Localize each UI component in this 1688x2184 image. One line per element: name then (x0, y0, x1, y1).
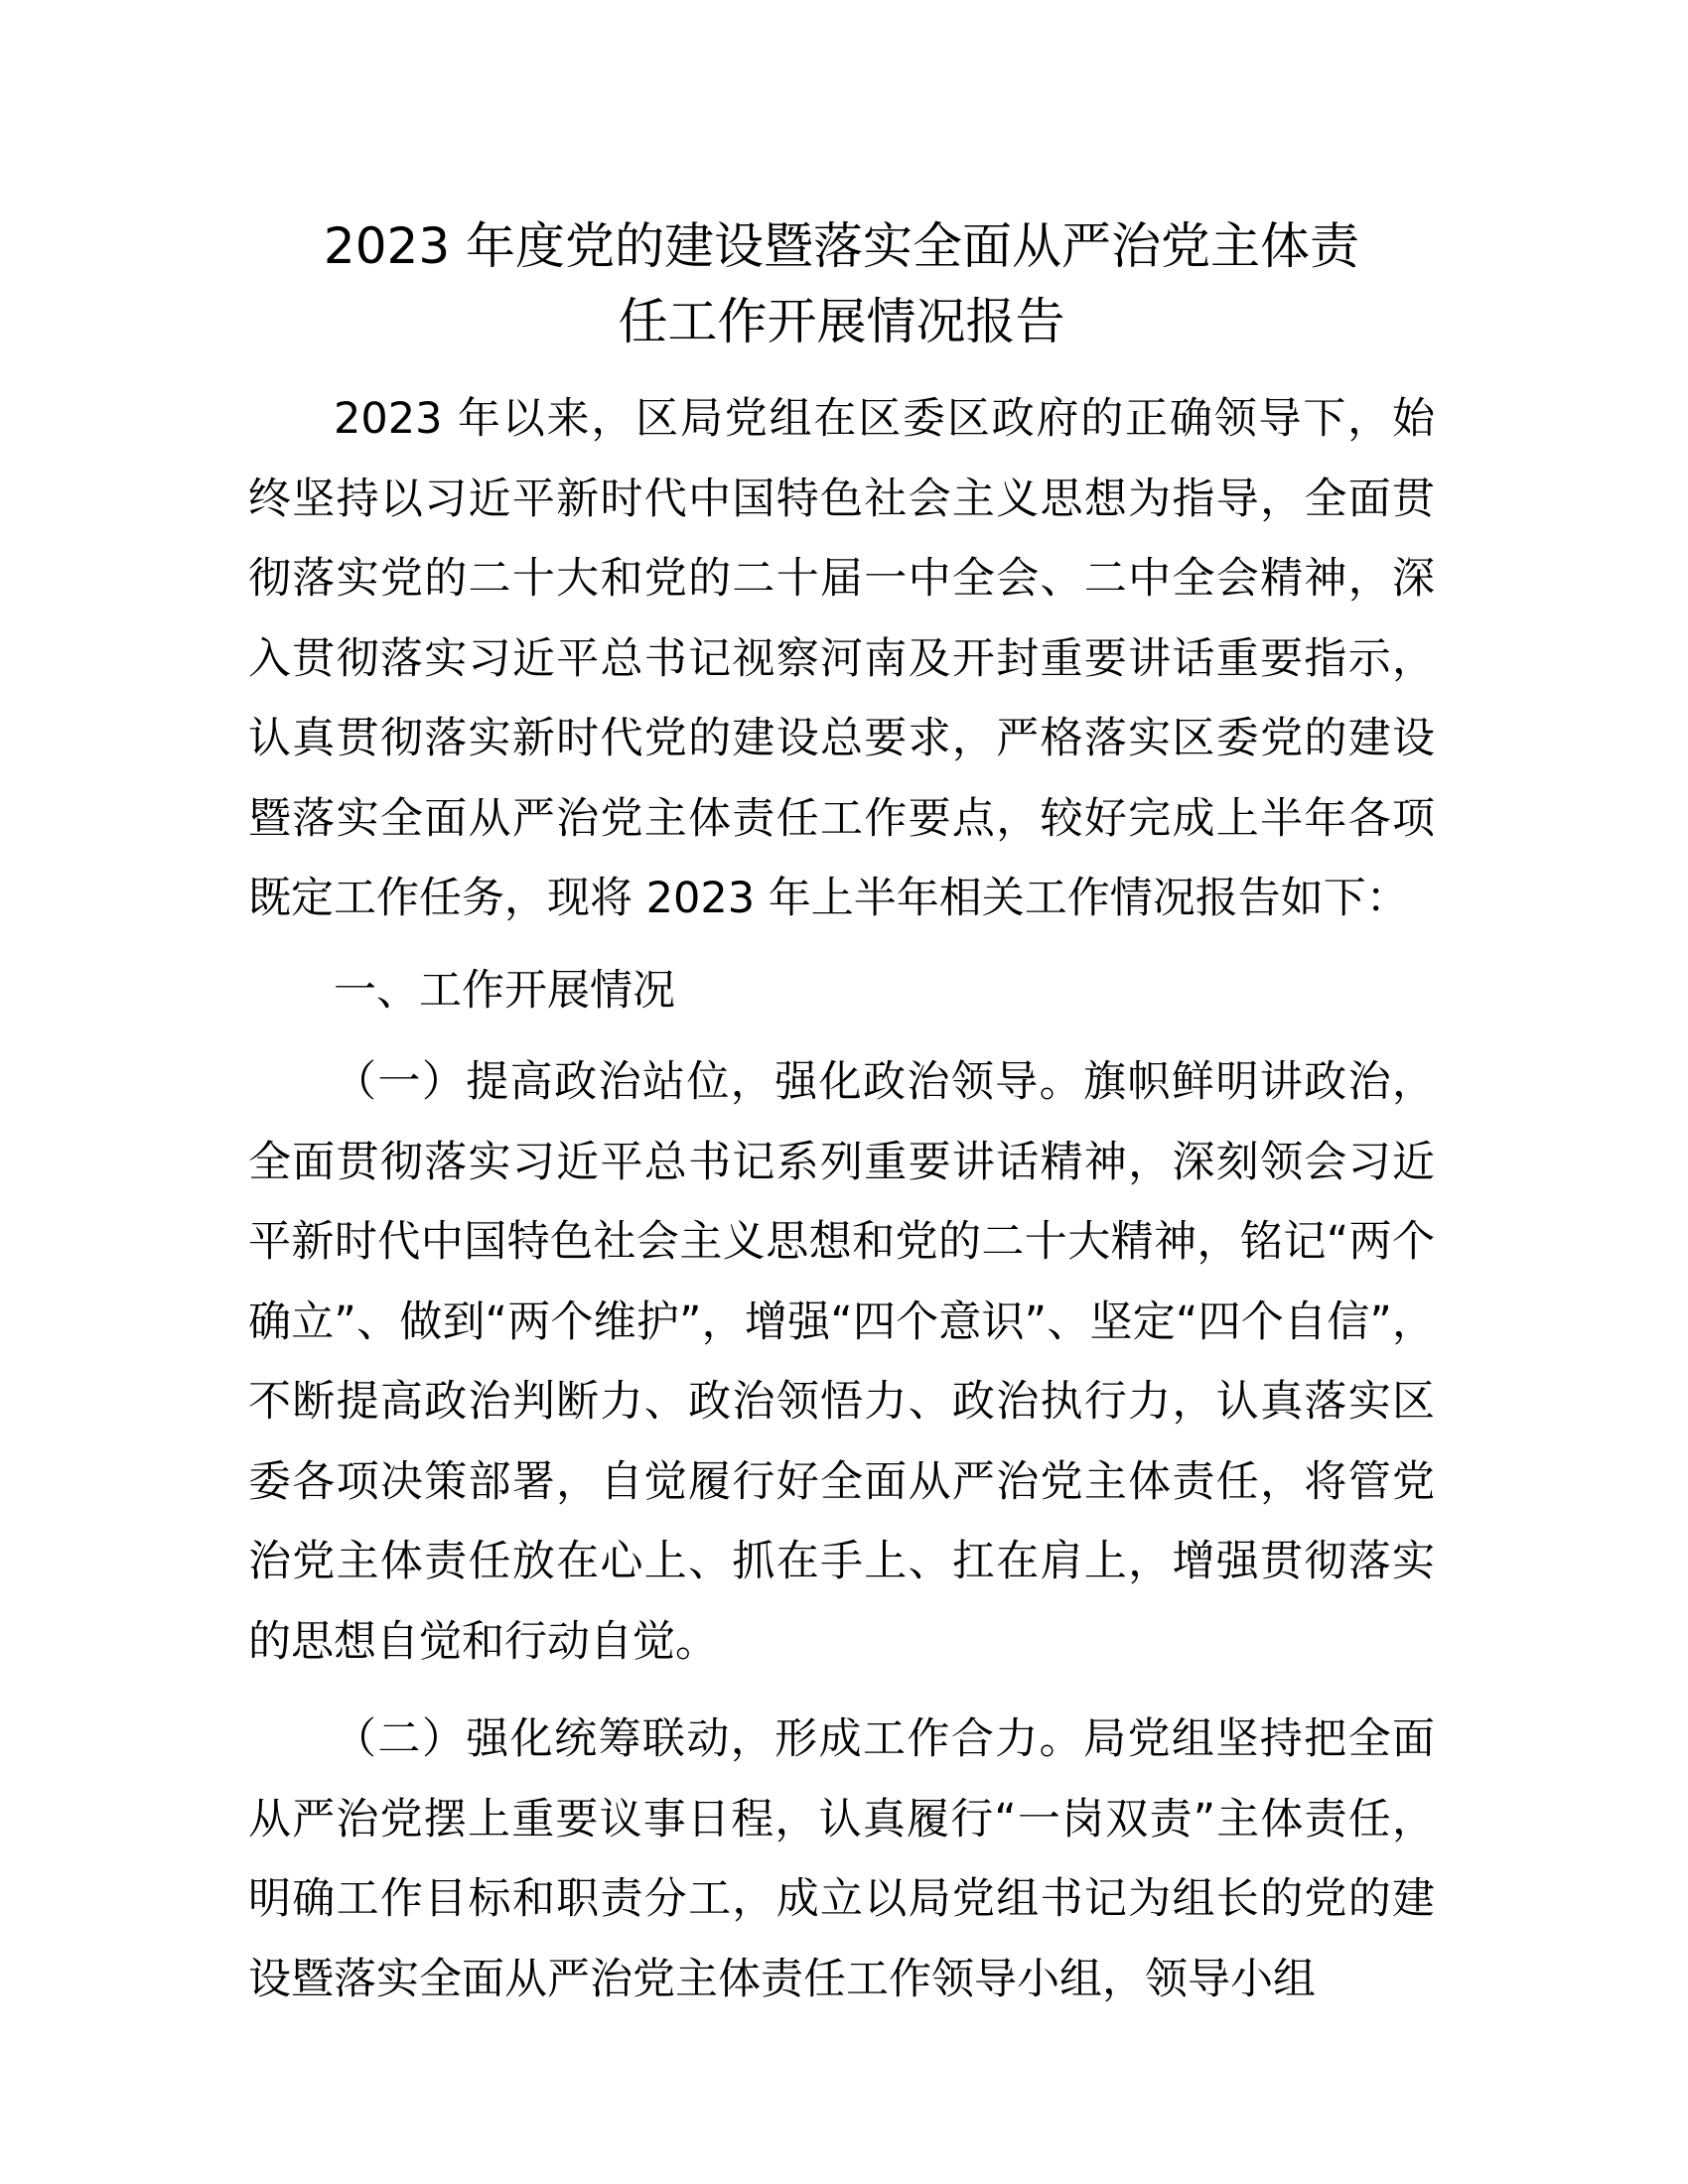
subsection-paragraph-1: （一）提高政治站位，强化政治领导。旗帜鲜明讲政治，全面贯彻落实习近平总书记系列重要讲话精神，深刻领会习近平新时代中国特色社会主义思想和党的二十大精神，铭记“两个确立”、做到“两个维护”，增强“四个意识”、坚定“四个自信”，不断提高政治判断力、政治领悟力、政治执行力，认真落实区委各项决策部署，自觉履行好全面从严治党主体责任，将管党治党主体责任放在心上、抓在手上、扛在肩上，增强贯彻落实的思想自觉和行动自觉。 (248, 1057, 1435, 1667)
subsection-paragraph-2: （二）强化统筹联动，形成工作合力。局党组坚持把全面从严治党摆上重要议事日程，认真履行“一岗双责”主体责任，明确工作目标和职责分工，成立以局党组书记为组长的党的建设暨落实全面从严治党主体责任工作领导小组，领导小组 (248, 1714, 1435, 2004)
intro-paragraph: 2023 年以来，区局党组在区委区政府的正确领导下，始终坚持以习近平新时代中国特色社会主义思想为指导，全面贯彻落实党的二十大和党的二十届一中全会、二中全会精神，深入贯彻落实习近平总书记视察河南及开封重要讲话重要指示，认真贯彻落实新时代党的建设总要求，严格落实区委党的建设暨落实全面从严治党主体责任工作要点，较好完成上半年各项既定工作任务，现将 2023 年上半年相关工作情况报告如下： (248, 394, 1435, 923)
document-body (248, 208, 1435, 2019)
title-line-2: 任工作开展情况报告 (618, 293, 1065, 350)
title-line-1: 2023 年度党的建设暨落实全面从严治党主体责 (323, 217, 1360, 275)
section-heading: 一、工作开展情况 (334, 965, 675, 1016)
document-title (248, 208, 1435, 359)
